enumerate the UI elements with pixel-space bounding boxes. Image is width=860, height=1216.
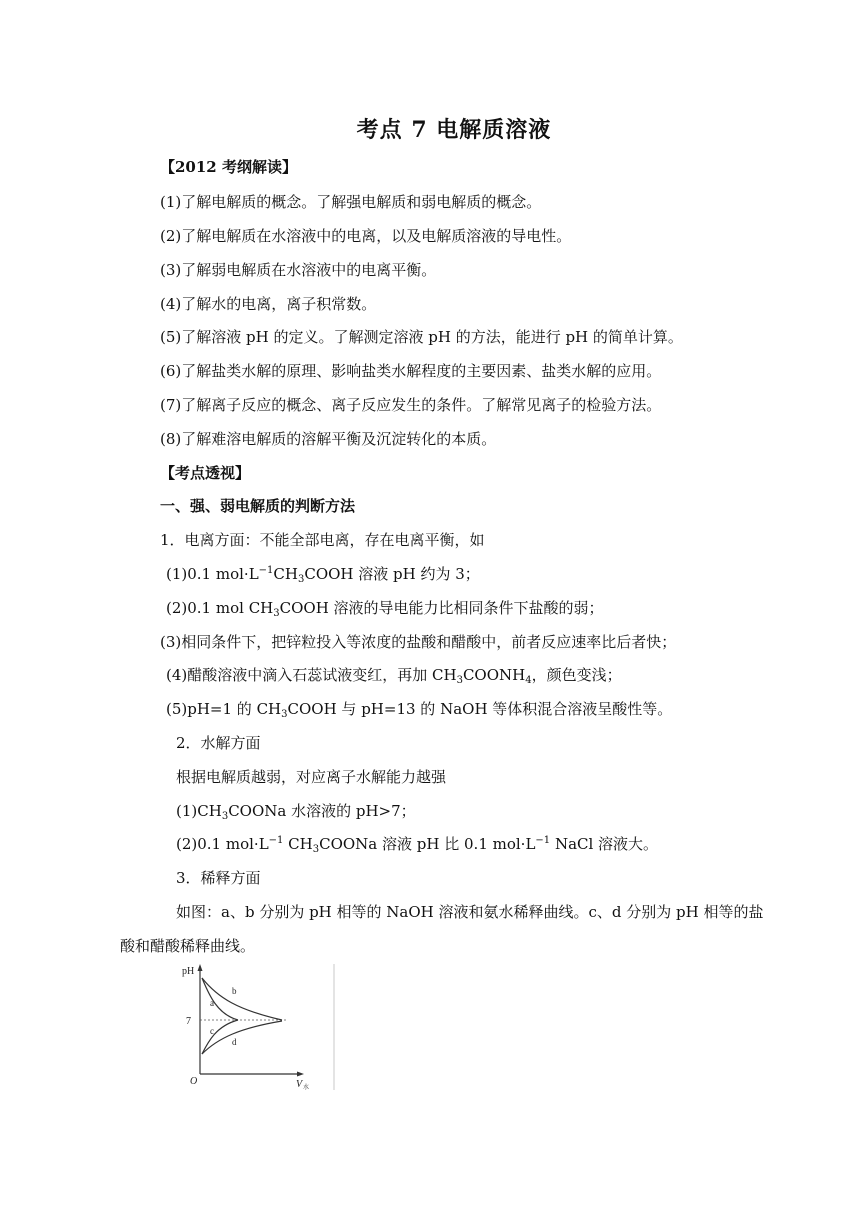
y-axis-label: pH [182, 966, 195, 977]
section-heading-1: 一、强、弱电解质的判断方法 [160, 497, 356, 515]
curve-label-a: a [210, 998, 214, 1008]
ionization-heading: 1．电离方面：不能全部电离，存在电离平衡，如 [160, 531, 485, 549]
hydrolysis-heading: 2．水解方面 [176, 734, 261, 752]
ionization-item-3: (3)相同条件下，把锌粒投入等浓度的盐酸和醋酸中，前者反应速率比后者快； [160, 633, 677, 651]
dilution-paragraph-line-1: 如图：a、b 分别为 pH 相等的 NaOH 溶液和氨水稀释曲线。c、d 分别为 pH 相等的盐 [176, 903, 764, 921]
ionization-item-2: (2)0.1 mol $CH_3COOH$ 溶液的导电能力比相同条件下盐酸的弱； [166, 599, 604, 619]
dilution-curves-svg [178, 962, 338, 1092]
syllabus-item-5: (5)了解溶液 pH 的定义。了解测定溶液 pH 的方法，能进行 pH 的简单计算。 [160, 328, 683, 346]
dilution-curves-figure [178, 962, 338, 1092]
y-axis-arrow [198, 964, 203, 971]
syllabus-item-2: (2)了解电解质在水溶液中的电离，以及电解质溶液的导电性。 [160, 227, 572, 245]
x-axis-arrow [297, 1072, 304, 1077]
syllabus-item-8: (8)了解难溶电解质的溶解平衡及沉淀转化的本质。 [160, 430, 497, 448]
curve-b [202, 978, 282, 1020]
curve-label-c: c [210, 1026, 214, 1036]
x-axis-label-sub: 水 [303, 1084, 310, 1091]
syllabus-item-6: (6)了解盐类水解的原理、影响盐类水解程度的主要因素、盐类水解的应用。 [160, 362, 662, 380]
syllabus-item-1: (1)了解电解质的概念。了解强电解质和弱电解质的概念。 [160, 193, 542, 211]
perspective-heading: 【考点透视】 [160, 464, 251, 482]
ph7-tick-label: 7 [186, 1016, 191, 1027]
syllabus-item-4: (4)了解水的电离，离子积常数。 [160, 295, 377, 313]
dilution-heading: 3．稀释方面 [176, 869, 261, 887]
syllabus-item-7: (7)了解离子反应的概念、离子反应发生的条件。了解常见离子的检验方法。 [160, 396, 662, 414]
curve-label-d: d [232, 1037, 237, 1047]
ionization-item-4: (4)醋酸溶液中滴入石蕊试液变红，再加 $CH_3COONH_4$，颜色变浅； [166, 666, 622, 686]
x-axis-label: V [296, 1079, 303, 1090]
hydrolysis-intro: 根据电解质越弱，对应离子水解能力越强 [176, 768, 447, 786]
ionization-item-1: (1)0.1 $mol\cdot L^{-1}CH_3COOH$ 溶液 pH 约为 3； [166, 565, 480, 585]
origin-label: O [190, 1076, 198, 1087]
curve-d [202, 1021, 282, 1054]
curve-label-b: b [232, 986, 237, 996]
dilution-paragraph-line-2: 酸和醋酸稀释曲线。 [120, 937, 256, 955]
hydrolysis-item-2: (2)0.1 $mol\cdot L^{-1}$ $CH_3COONa$ 溶液 pH 比 0.1 $mol\cdot L^{-1}$ NaCl 溶液大。 [176, 835, 659, 855]
ionization-item-5: (5)pH=1 的 $CH_3COOH$ 与 pH=13 的 NaOH 等体积混合溶液呈酸性等。 [166, 700, 673, 720]
syllabus-heading: 【2012 考纲解读】 [160, 158, 297, 176]
hydrolysis-item-1: $(1)CH_3COONa$ 水溶液的 pH>7； [176, 802, 416, 822]
page-title: 考点 7 电解质溶液 [356, 117, 552, 143]
syllabus-item-3: (3)了解弱电解质在水溶液中的电离平衡。 [160, 261, 437, 279]
